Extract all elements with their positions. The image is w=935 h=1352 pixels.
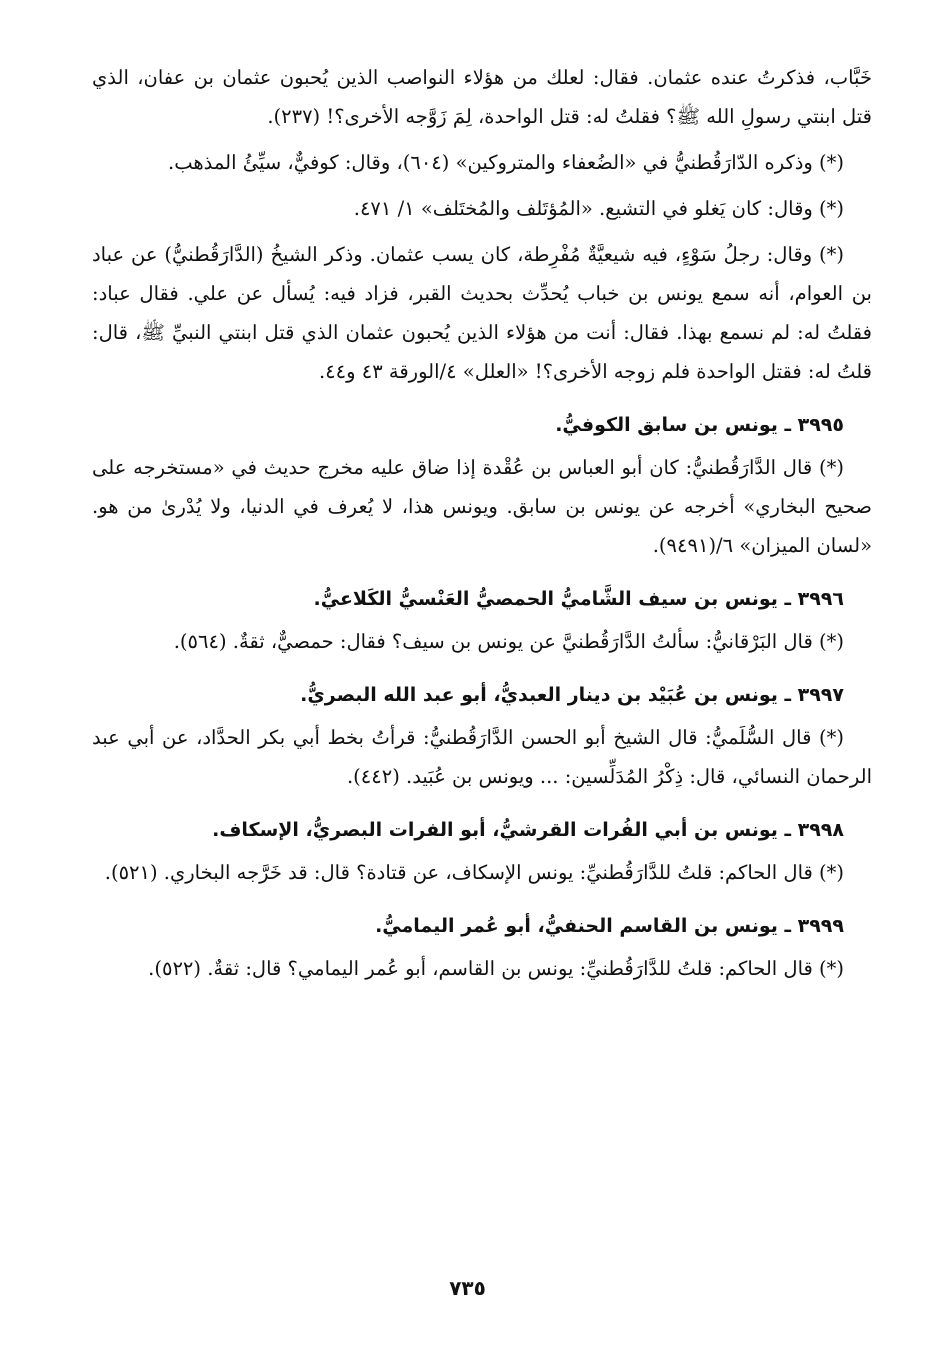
paragraph: (*) وقال: كان يَغلو في التشيع. «المُؤتَلف والمُختَلف» ١/ ٤٧١. xyxy=(353,197,844,220)
entry-title: ٣٩٩٦ ـ يونس بن سيف الشَّاميُّ الحمصيُّ العَنْسيُّ الكَلاعيُّ. xyxy=(313,588,844,610)
entry-text: (*) قال الدَّارَقُطنيُّ: كان أبو العباس بن عُقْدة إذا ضاق عليه مخرج حديث في «مستخرجه على صحيح البخاري» أخرجه عن يونس بن سابق. ويونس هذا، لا يُعرف في الدنيا، ولا يُدْرىٰ من هو. «لسان الميزان» ٦/(٩٤٩١). xyxy=(92,456,872,557)
entry-text: (*) قال الحاكم: قلتُ للدَّارَقُطنيِّ: يونس الإسكاف، عن قتادة؟ قال: قد خَرَّجه البخاري. (٥٢١). xyxy=(104,861,844,884)
entry-text: (*) قال الحاكم: قلتُ للدَّارَقُطنيِّ: يونس بن القاسم، أبو عُمر اليمامي؟ قال: ثقةٌ. (٥٢٢). xyxy=(148,957,844,980)
entry-text: (*) قال السُّلَميُّ: قال الشيخ أبو الحسن الدَّارَقُطنيُّ: قرأتُ بخط أبي بكر الحدَّاد، عن أبي عبد الرحمان النسائي، قال: ذِكْرُ المُدَلِّسين: ... ويونس بن عُبَيد. (٤٤٢). xyxy=(92,726,872,788)
entry-title: ٣٩٩٩ ـ يونس بن القاسم الحنفيُّ، أبو عُمر اليماميُّ. xyxy=(375,915,844,937)
paragraph: (*) وذكره الدّارَقُطنيُّ في «الضُعفاء والمتروكين» (٦٠٤)، وقال: كوفيٌّ، سيِّئُ المذهب. xyxy=(168,151,844,174)
entry-title: ٣٩٩٥ ـ يونس بن سابق الكوفيُّ. xyxy=(555,414,844,436)
entry-title: ٣٩٩٧ ـ يونس بن عُبَيْد بن دينار العبديُّ، أبو عبد الله البصريُّ. xyxy=(300,684,844,706)
paragraph: خَبَّاب، فذكرتُ عنده عثمان. فقال: لعلك من هؤلاء النواصب الذين يُحبون عثمان بن عفان، الذي قتل ابنتي رسولِ الله ﷺ؟ فقلتُ له: قتل الواحدة، لِمَ زَوَّجه الأخرى؟! (٢٣٧). xyxy=(92,66,872,128)
entry-title: ٣٩٩٨ ـ يونس بن أبي الفُرات القرشيُّ، أبو الفرات البصريُّ، الإسكاف. xyxy=(212,819,844,841)
page-number: ٧٣٥ xyxy=(449,1276,486,1300)
paragraph: (*) وقال: رجلُ سَوْءٍ، فيه شيعيَّةٌ مُفْرِطة، كان يسب عثمان. وذكر الشيخُ (الدَّارَقُطنيُّ) عن عباد بن العوام، أنه سمع يونس بن خباب يُحدِّث بحديث القبر، فزاد فيه: يُسأل عن علي. فقال عباد: فقلتُ له: لم نسمع بهذا. فقال: أنت من هؤلاء الذين يُحبون عثمان الذي قتل ابنتي النبيِّ ﷺ، قال: قلتُ له: فقتل الواحدة فلم زوجه الأخرى؟! «العلل» ٤/الورقة ٤٣ و٤٤. xyxy=(92,243,872,383)
entry-text: (*) قال البَرْقانيُّ: سألتُ الدَّارَقُطنيَّ عن يونس بن سيف؟ فقال: حمصيٌّ، ثقةٌ. (٥٦٤). xyxy=(173,630,844,653)
page-body xyxy=(92,58,872,995)
